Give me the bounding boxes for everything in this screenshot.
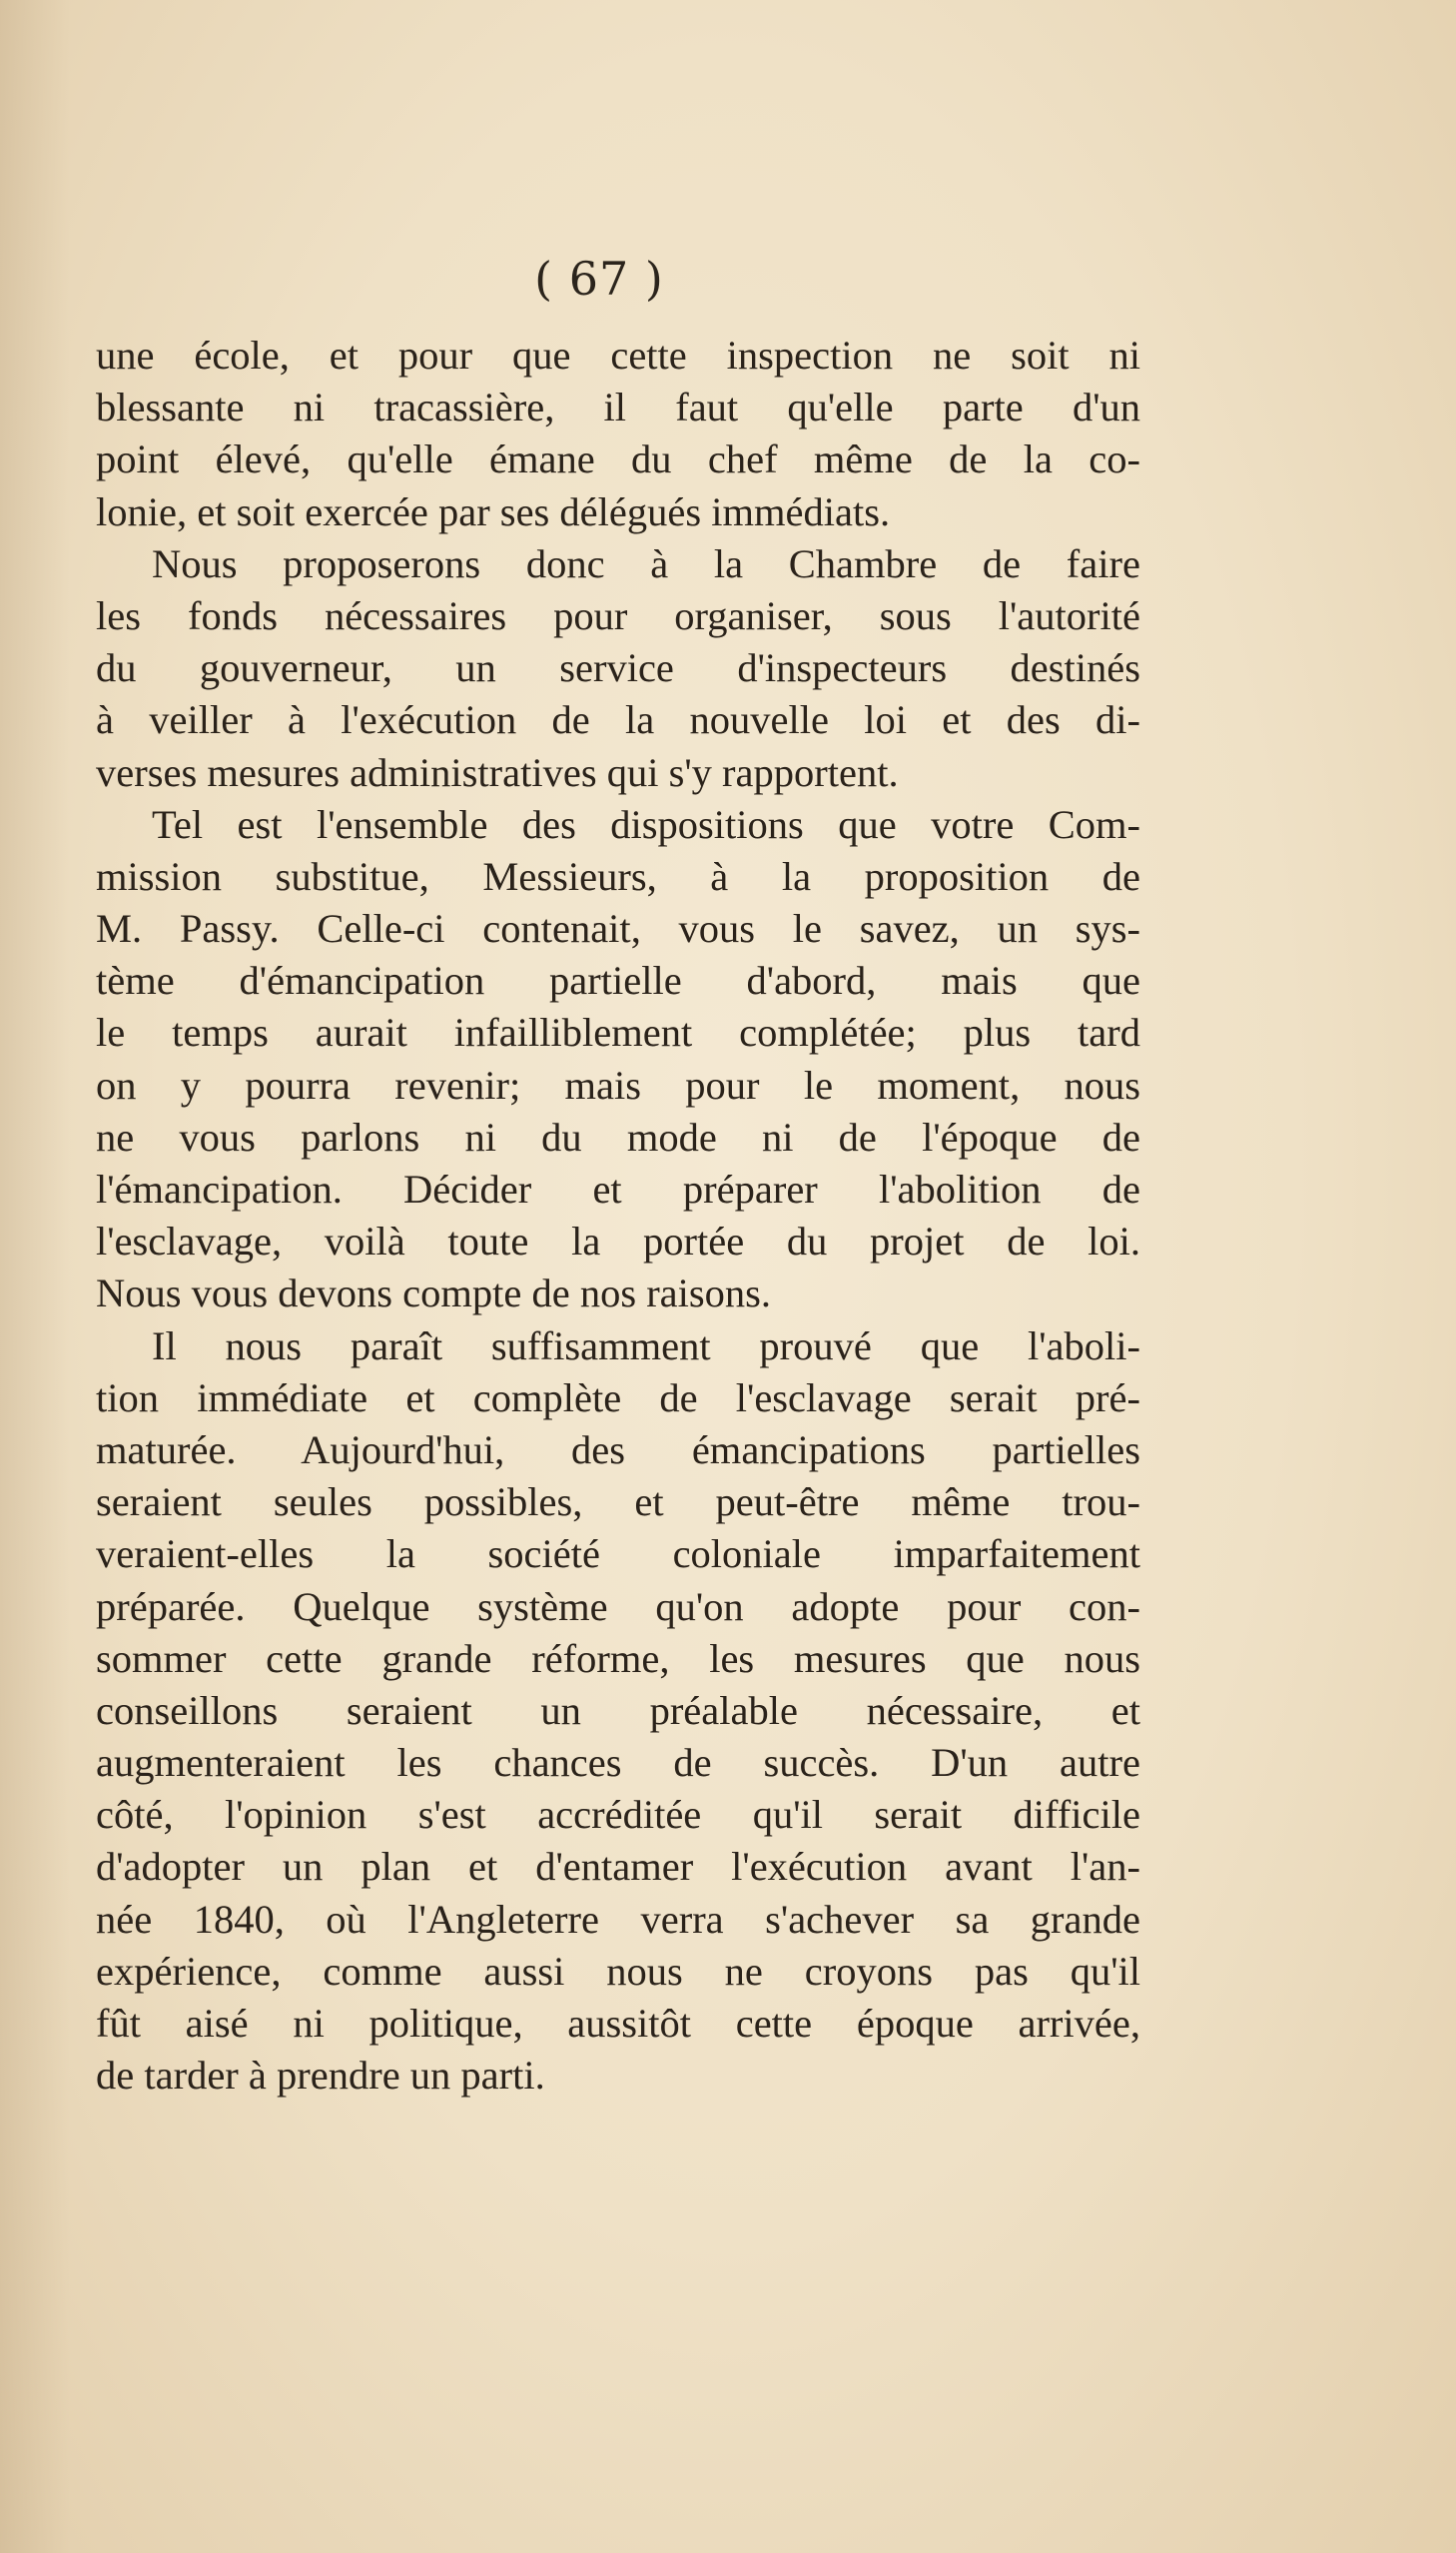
text-line: à veiller à l'exécution de la nouvelle loi et des di- xyxy=(96,697,1140,743)
text-line: du gouverneur, un service d'inspecteurs destinés xyxy=(96,645,1140,691)
text-line: côté, l'opinion s'est accréditée qu'il serait difficile xyxy=(96,1792,1140,1838)
text-line: tème d'émancipation partielle d'abord, mais que xyxy=(96,958,1140,1004)
text-line: fût aisé ni politique, aussitôt cette époque arrivée, xyxy=(96,2001,1140,2046)
text-line: M. Passy. Celle-ci contenait, vous le savez, un sys- xyxy=(96,906,1140,952)
text-line: sommer cette grande réforme, les mesures que nous xyxy=(96,1635,1140,1681)
text-line: une école, et pour que cette inspection ne soit ni xyxy=(96,333,1140,378)
page-number: ( 67 ) xyxy=(534,252,664,306)
text-line: d'adopter un plan et d'entamer l'exécution avant l'an- xyxy=(96,1844,1140,1890)
text-line: expérience, comme aussi nous ne croyons pas qu'il xyxy=(96,1948,1140,1994)
text-line: de tarder à prendre un parti. xyxy=(96,2053,545,2099)
paragraph xyxy=(96,538,1140,799)
text-line: blessante ni tracassière, il faut qu'elle parte d'un xyxy=(96,385,1140,430)
text-line: les fonds nécessaires pour organiser, sous l'autorité xyxy=(96,592,1140,638)
text-line: tion immédiate et complète de l'esclavage serait pré- xyxy=(96,1374,1140,1420)
text-line: mission substitue, Messieurs, à la proposition de xyxy=(96,853,1140,899)
text-line: verses mesures administratives qui s'y rapportent. xyxy=(96,749,899,795)
text-line: l'esclavage, voilà toute la portée du projet de loi. xyxy=(96,1219,1140,1265)
text-line: lonie, et soit exercée par ses délégués immédiats. xyxy=(96,488,891,534)
body-text xyxy=(96,330,1140,2102)
text-line: Tel est l'ensemble des dispositions que votre Com- xyxy=(152,801,1140,847)
text-line: Il nous paraît suffisamment prouvé que l'aboli- xyxy=(152,1322,1140,1368)
text-line: Nous vous devons compte de nos raisons. xyxy=(96,1271,772,1316)
text-line: l'émancipation. Décider et préparer l'abolition de xyxy=(96,1167,1140,1212)
paragraph xyxy=(96,799,1140,1320)
text-line: augmenteraient les chances de succès. D'un autre xyxy=(96,1740,1140,1786)
text-line: née 1840, où l'Angleterre verra s'achever sa grande xyxy=(96,1896,1140,1942)
text-line: Nous proposerons donc à la Chambre de faire xyxy=(152,540,1140,586)
paragraph xyxy=(96,1320,1140,2103)
text-line: veraient-elles la société coloniale imparfaitement xyxy=(96,1531,1140,1577)
text-line: ne vous parlons ni du mode ni de l'époque de xyxy=(96,1114,1140,1160)
text-line: préparée. Quelque système qu'on adopte pour con- xyxy=(96,1583,1140,1629)
text-line: maturée. Aujourd'hui, des émancipations partielles xyxy=(96,1426,1140,1472)
paragraph xyxy=(96,330,1140,538)
text-line: on y pourra revenir; mais pour le moment, nous xyxy=(96,1062,1140,1108)
text-line: le temps aurait infailliblement complétée; plus tard xyxy=(96,1010,1140,1056)
text-line: conseillons seraient un préalable nécessaire, et xyxy=(96,1687,1140,1733)
text-line: point élevé, qu'elle émane du chef même de la co- xyxy=(96,436,1140,482)
text-line: seraient seules possibles, et peut-être même trou- xyxy=(96,1479,1140,1525)
page-gutter-shadow xyxy=(0,0,70,2553)
